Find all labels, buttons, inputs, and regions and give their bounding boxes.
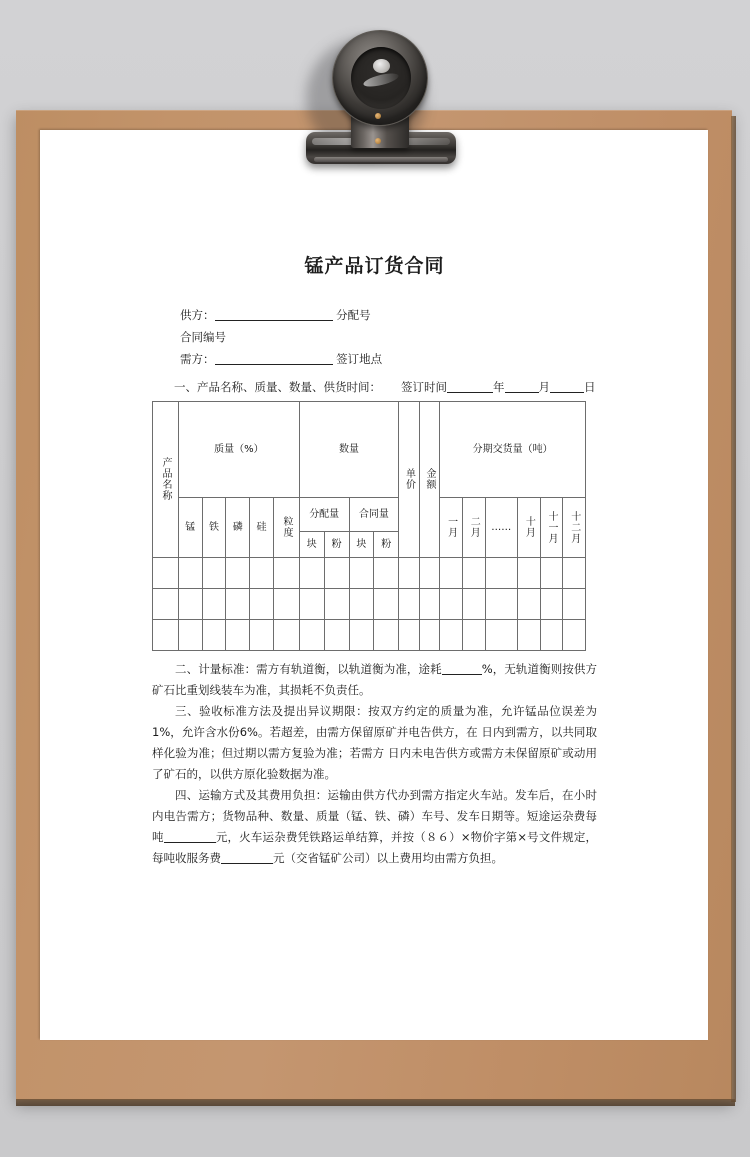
th-contract-powder: 粉 [374, 531, 399, 557]
th-quality-si: 硅 [250, 497, 274, 557]
th-alloc-lump: 块 [299, 531, 324, 557]
th-month-ellipsis: …… [485, 497, 517, 557]
table-row[interactable] [153, 557, 586, 588]
party-information [180, 304, 597, 370]
th-product-name: 产品名称 [153, 401, 179, 557]
contract-no-label: 合同编号 [180, 329, 226, 344]
th-alloc-powder: 粉 [324, 531, 349, 557]
supplier-blank[interactable] [215, 309, 333, 321]
th-quality-granularity: 粒度 [273, 497, 299, 557]
table-header-row-2 [153, 497, 586, 531]
page-title: 锰产品订货合同 [304, 255, 445, 277]
th-alloc-qty: 分配量 [299, 497, 349, 531]
month-unit: 月 [538, 379, 550, 394]
day-unit: 日 [584, 379, 596, 394]
th-quality-fe: 铁 [202, 497, 226, 557]
year-unit: 年 [493, 379, 505, 394]
sign-month-blank[interactable] [505, 381, 539, 393]
section-one-heading [174, 379, 597, 395]
supplier-label: 供方： [180, 307, 215, 322]
th-quality-p: 磷 [226, 497, 250, 557]
supplier-line [180, 304, 597, 326]
sign-day-blank[interactable] [550, 381, 584, 393]
section-one-title: 一、产品名称、质量、数量、供货时间： [174, 379, 381, 394]
clause-four-freight-blank[interactable] [164, 832, 216, 843]
clause-four [152, 785, 597, 869]
clause-two [152, 659, 597, 701]
th-month-2: 二月 [462, 497, 485, 557]
sign-year-blank[interactable] [447, 381, 493, 393]
th-quantity: 数量 [299, 401, 398, 497]
th-unit-price: 单价 [399, 401, 420, 557]
th-month-10: 十月 [517, 497, 540, 557]
th-month-1: 一月 [440, 497, 463, 557]
buyer-blank[interactable] [215, 353, 333, 365]
th-quality-mn: 锰 [178, 497, 202, 557]
sign-time-label: 签订时间 [401, 379, 447, 394]
product-table [152, 401, 586, 651]
clause-two-suffix: %，无轨道衡则按供方矿石比重划线装车为准，其损耗不负责任。 [152, 661, 597, 697]
table-row[interactable] [153, 619, 586, 650]
clause-three: 三、验收标准方法及提出异议期限：按双方约定的质量为准，允许锰品位误差为 1%，允许含水份6%。若超差，由需方保留原矿并电告供方，在 日内到需方，以共同取样化验为准；但过期以需方复验为准；若需方 日内未电告供方或需方未保留原矿或动用了矿石的，以供方原化验数据为准。 [152, 703, 597, 781]
th-delivery: 分期交货量（吨） [440, 401, 586, 497]
clause-four-part1: 四、运输方式及其费用负担：运输由供方代办到需方指定火车站。发车后，在小时内电告需方；货物品种、数量、质量（锰、铁、磷）车号、发车日期等。短途运杂费每吨 [152, 787, 597, 844]
th-contract-lump: 块 [349, 531, 374, 557]
buyer-label: 需方： [180, 351, 215, 366]
th-quality: 质量（%） [178, 401, 299, 497]
contract-document [40, 130, 708, 1040]
clause-two-blank[interactable] [442, 664, 482, 675]
buyer-line [180, 348, 597, 370]
th-contract-qty: 合同量 [349, 497, 399, 531]
contract-clauses [152, 659, 597, 869]
clause-four-service-blank[interactable] [221, 853, 273, 864]
allocation-no-label: 分配号 [336, 307, 371, 322]
th-month-12: 十二月 [563, 497, 586, 557]
clause-four-part3: 元（交省锰矿公司）以上费用均由需方负担。 [273, 850, 503, 865]
contract-no-line [180, 326, 597, 348]
clause-four-part2: 元，火车运杂费凭铁路运单结算，并按（８６）×物价字第×号文件规定，每吨收服务费 [152, 829, 597, 865]
clause-two-prefix: 二、计量标准：需方有轨道衡，以轨道衡为准，途耗 [175, 661, 442, 676]
th-amount: 金额 [419, 401, 440, 557]
table-row[interactable] [153, 588, 586, 619]
th-month-11: 十一月 [540, 497, 563, 557]
signing-place-label: 签订地点 [336, 351, 383, 366]
table-header-row-1 [153, 401, 586, 497]
